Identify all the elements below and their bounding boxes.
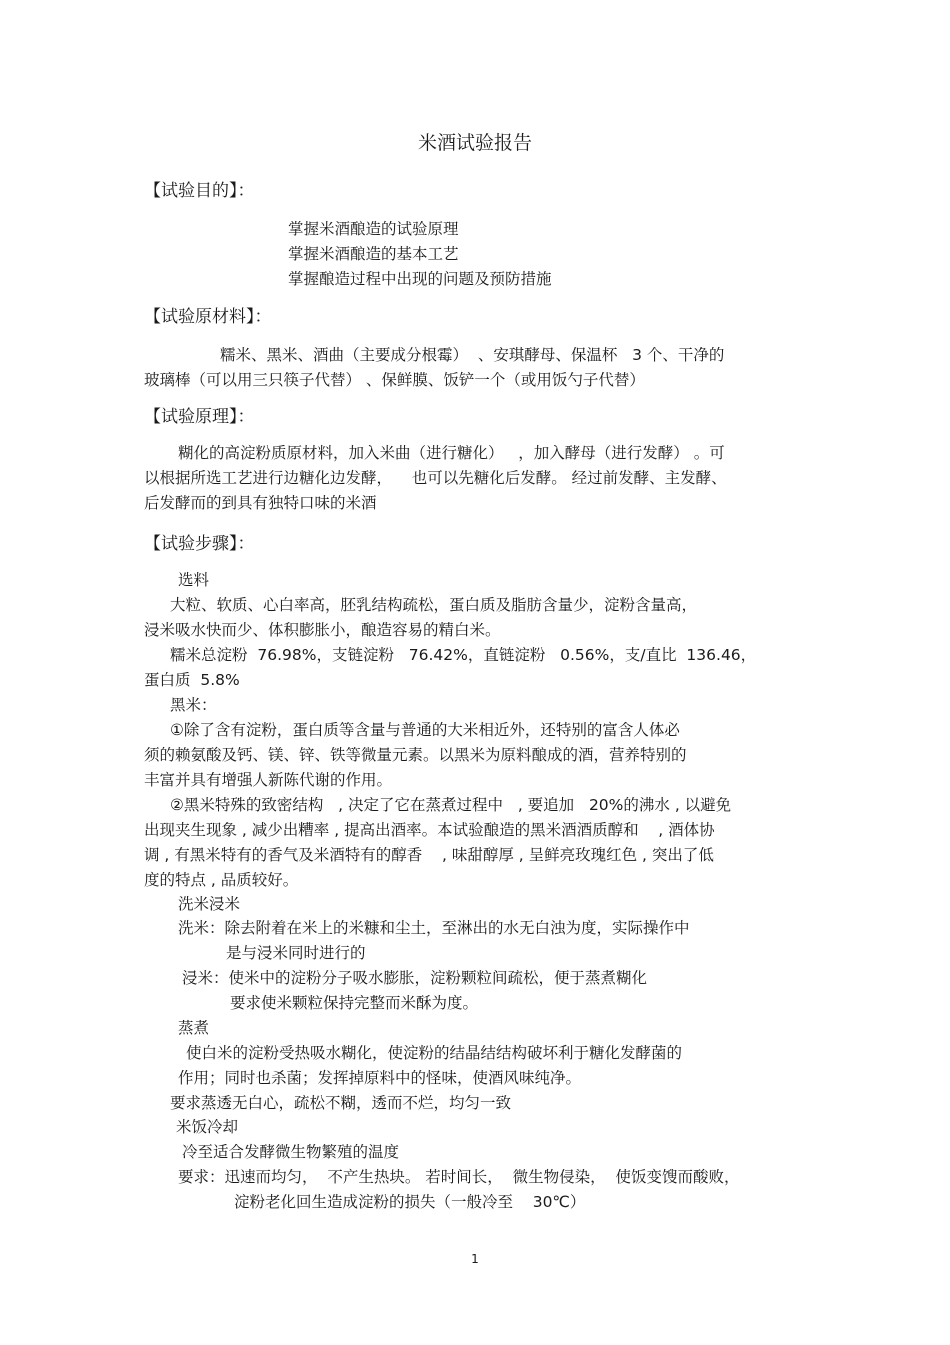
step-line: 米饭冷却 xyxy=(176,1118,239,1136)
step-line: 黑米： xyxy=(170,696,217,714)
step-line: 蛋白质 5.8% xyxy=(144,671,240,689)
step-line: 度的特点 , 品质较好。 xyxy=(144,871,299,889)
step-line: 须的赖氨酸及钙、镁、锌、铁等微量元素。以黑米为原料酿成的酒，营养特别的 xyxy=(144,746,687,764)
step-line: 洗米浸米 xyxy=(178,895,241,913)
step-line: 丰富并具有增强人新陈代谢的作用。 xyxy=(144,771,393,789)
materials-line: 糯米、黑米、酒曲（主要成分根霉） 、安琪酵母、保温杯 3 个、干净的 xyxy=(220,346,725,364)
step-line: ②黑米特殊的致密结构 , 决定了它在蒸煮过程中 , 要追加 20%的沸水 , 以避免 xyxy=(170,796,732,814)
step-line: 蒸煮 xyxy=(178,1019,210,1037)
step-line: ①除了含有淀粉，蛋白质等含量与普通的大米相近外，还特别的富含人体必 xyxy=(170,721,680,739)
step-line: 出现夹生现象 , 减少出糟率 , 提高出酒率。本试验酿造的黑米酒酒质醇和 , 酒体协 xyxy=(144,821,715,839)
principle-line: 以根据所选工艺进行边糖化边发酵， 也可以先糖化后发酵。 经过前发酵、主发酵、 xyxy=(144,469,727,487)
step-line: 使白米的淀粉受热吸水糊化，使淀粉的结晶结结构破坏利于糖化发酵菌的 xyxy=(186,1044,683,1062)
purpose-item: 掌握米酒酿造的试验原理 xyxy=(288,220,459,238)
page-title: 米酒试验报告 xyxy=(417,132,532,154)
step-line: 浸米吸水快而少、体积膨胀小，酿造容易的精白米。 xyxy=(144,621,501,639)
step-line: 浸米：使米中的淀粉分子吸水膨胀，淀粉颗粒间疏松，便于蒸煮糊化 xyxy=(182,969,648,987)
materials-line: 玻璃棒（可以用三只筷子代替） 、保鲜膜、饭铲一个（或用饭勺子代替） xyxy=(144,371,645,389)
section-heading-materials: 【试验原材料】： xyxy=(144,307,272,327)
step-line: 要求蒸透无白心，疏松不糊，透而不烂，均匀一致 xyxy=(170,1094,512,1112)
step-line: 洗米：除去附着在米上的米糠和尘土，至淋出的水无白浊为度，实际操作中 xyxy=(178,919,690,937)
step-line: 要求：迅速而均匀， 不产生热块。 若时间长， 微生物侵染， 使饭变馊而酸败， xyxy=(178,1168,740,1186)
step-line: 冷至适合发酵微生物繁殖的温度 xyxy=(182,1143,400,1161)
section-heading-steps: 【试验步骤】： xyxy=(144,534,255,554)
principle-line: 糊化的高淀粉质原材料，加入米曲（进行糖化） ，加入酵母（进行发酵） 。可 xyxy=(178,444,725,462)
section-heading-purpose: 【试验目的】： xyxy=(144,181,255,201)
step-line: 是与浸米同时进行的 xyxy=(226,944,366,962)
step-line: 淀粉老化回生造成淀粉的损失（一般冷至 30℃） xyxy=(234,1193,586,1211)
principle-line: 后发酵而的到具有独特口味的米酒 xyxy=(144,494,377,512)
purpose-item: 掌握酿造过程中出现的问题及预防措施 xyxy=(288,270,552,288)
purpose-item: 掌握米酒酿造的基本工艺 xyxy=(288,245,459,263)
step-line: 调 , 有黑米特有的香气及米酒特有的醇香 , 味甜醇厚 , 呈鲜亮玫瑰红色 , 突出了低 xyxy=(144,846,714,864)
section-heading-principle: 【试验原理】： xyxy=(144,407,255,427)
step-line: 要求使米颗粒保持完整而米酥为度。 xyxy=(230,994,479,1012)
step-line: 选料 xyxy=(178,571,210,589)
page-number: 1 xyxy=(471,1252,479,1266)
step-line: 大粒、软质、心白率高，胚乳结构疏松，蛋白质及脂肪含量少，淀粉含量高， xyxy=(170,596,698,614)
step-line: 糯米总淀粉 76.98%，支链淀粉 76.42%，直链淀粉 0.56%，支/直比 136.46， xyxy=(170,646,757,664)
step-line: 作用；同时也杀菌；发挥掉原料中的怪味，使酒风味纯净。 xyxy=(178,1069,582,1087)
